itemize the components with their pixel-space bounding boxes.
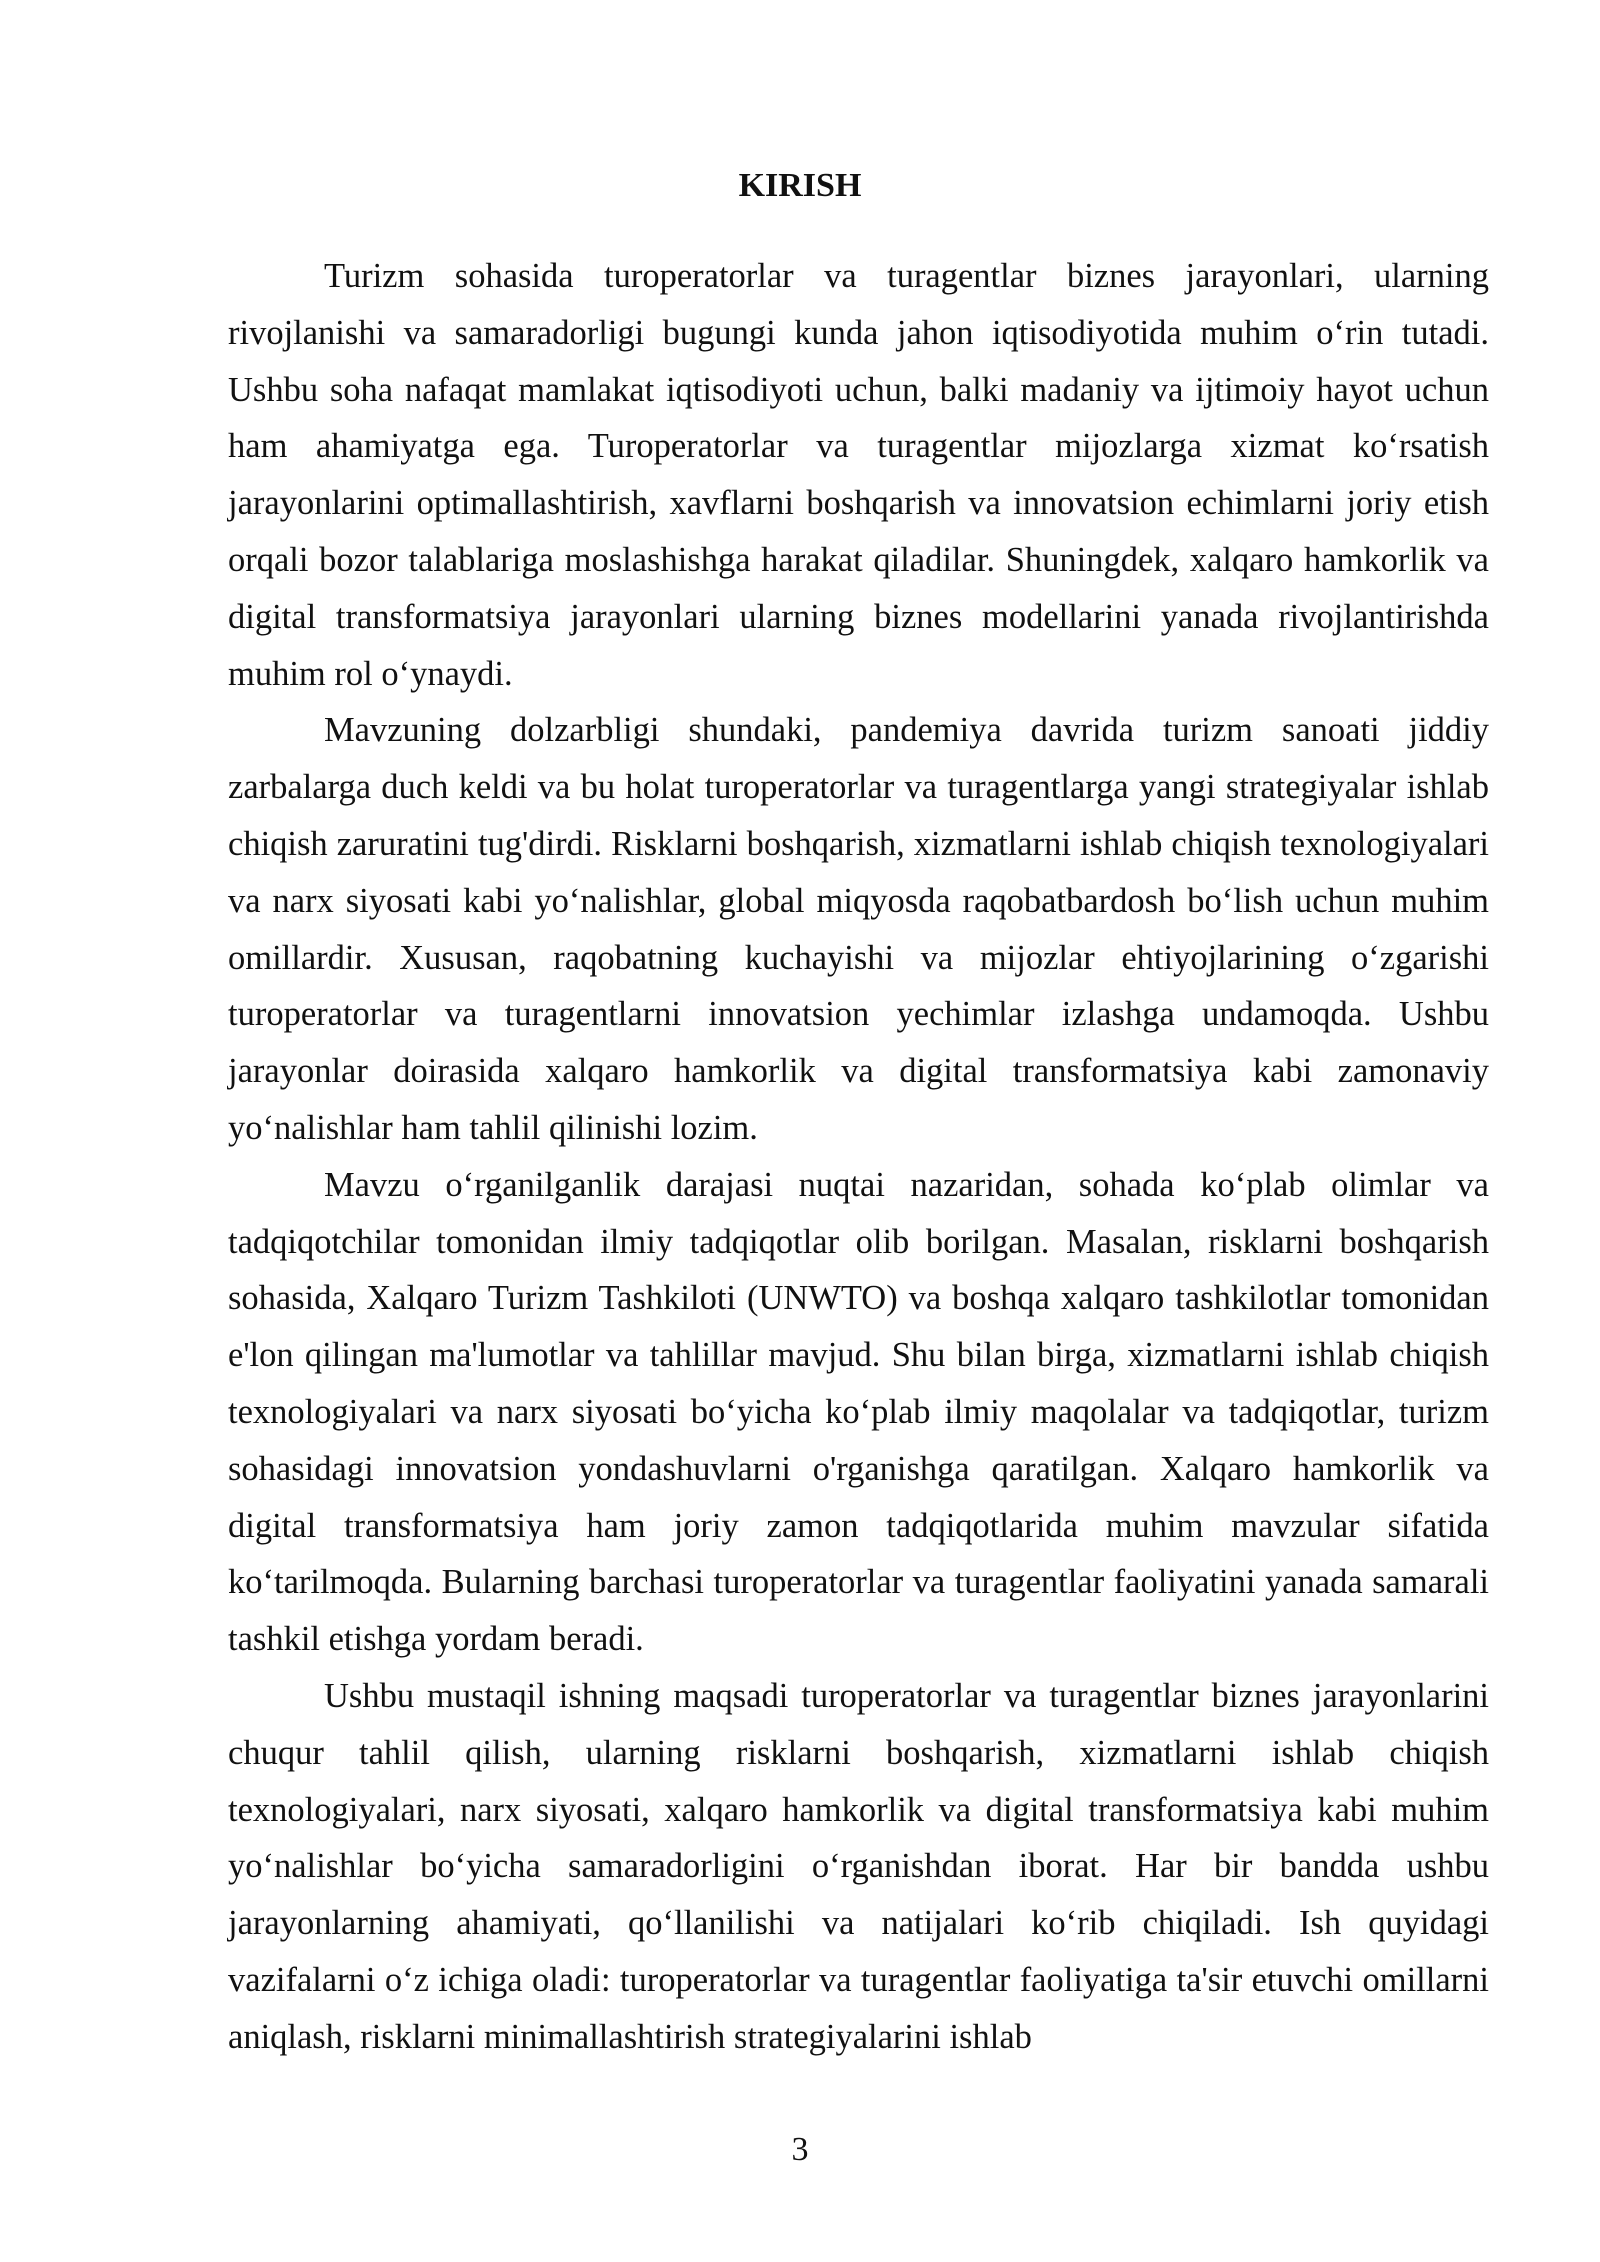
- paragraph-3: Mavzu o‘rganilganlik darajasi nuqtai nazaridan, sohada ko‘plab olimlar va tadqiqotchilar tomonidan ilmiy tadqiqotlar olib borilgan. Masalan, risklarni boshqarish sohasida, Xalqaro Turizm Tashkiloti (UNWTO) va boshqa xalqaro tashkilotlar tomonidan e'lon qilingan ma'lumotlar va tahlillar mavjud. Shu bilan birga, xizmatlarni ishlab chiqish texnologiyalari va narx siyosati bo‘yicha ko‘plab ilmiy maqolalar va tadqiqotlar, turizm sohasidagi innovatsion yondashuvlarni o'rganishga qaratilgan. Xalqaro hamkorlik va digital transformatsiya ham joriy zamon tadqiqotlarida muhim mavzular sifatida ko‘tarilmoqda. Bularning barchasi turoperatorlar va turagentlar faoliyatini yanada samarali tashkil etishga yordam beradi.: [228, 1165, 1489, 1659]
- paragraph-2: Mavzuning dolzarbligi shundaki, pandemiya davrida turizm sanoati jiddiy zarbalarga duch keldi va bu holat turoperatorlar va turagentlarga yangi strategiyalar ishlab chiqish zaruratini tug'dirdi. Risklarni boshqarish, xizmatlarni ishlab chiqish texnologiyalari va narx siyosati kabi yo‘nalishlar, global miqyosda raqobatbardosh bo‘lish uchun muhim omillardir. Xususan, raqobatning kuchayishi va mijozlar ehtiyojlarining o‘zgarishi turoperatorlar va turagentlarni innovatsion yechimlar izlashga undamoqda. Ushbu jarayonlar doirasida xalqaro hamkorlik va digital transformatsiya kabi zamonaviy yo‘nalishlar ham tahlil qilinishi lozim.: [228, 711, 1489, 1147]
- body-text: [228, 248, 1489, 2066]
- page-number: 3: [791, 2131, 809, 2168]
- paragraph-1: Turizm sohasida turoperatorlar va turagentlar biznes jarayonlari, ularning rivojlanishi va samaradorligi bugungi kunda jahon iqtisodiyotida muhim o‘rin tutadi. Ushbu soha nafaqat mamlakat iqtisodiyoti uchun, balki madaniy va ijtimoiy hayot uchun ham ahamiyatga ega. Turoperatorlar va turagentlar mijozlarga xizmat ko‘rsatish jarayonlarini optimallashtirish, xavflarni boshqarish va innovatsion echimlarni joriy etish orqali bozor talablariga moslashishga harakat qiladilar. Shuningdek, xalqaro hamkorlik va digital transformatsiya jarayonlari ularning biznes modellarini yanada rivojlantirishda muhim rol o‘ynaydi.: [228, 257, 1489, 693]
- page-title: KIRISH: [738, 167, 862, 204]
- paragraph-4: Ushbu mustaqil ishning maqsadi turoperatorlar va turagentlar biznes jarayonlarini chuqur tahlil qilish, ularning risklarni boshqarish, xizmatlarni ishlab chiqish texnologiyalari, narx siyosati, xalqaro hamkorlik va digital transformatsiya kabi muhim yo‘nalishlar bo‘yicha samaradorligini o‘rganishdan iborat. Har bir bandda ushbu jarayonlarning ahamiyati, qo‘llanilishi va natijalari ko‘rib chiqiladi. Ish quyidagi vazifalarni o‘z ichiga oladi: turoperatorlar va turagentlar faoliyatiga ta'sir etuvchi omillarni aniqlash, risklarni minimallashtirish strategiyalarini ishlab: [228, 1676, 1489, 2056]
